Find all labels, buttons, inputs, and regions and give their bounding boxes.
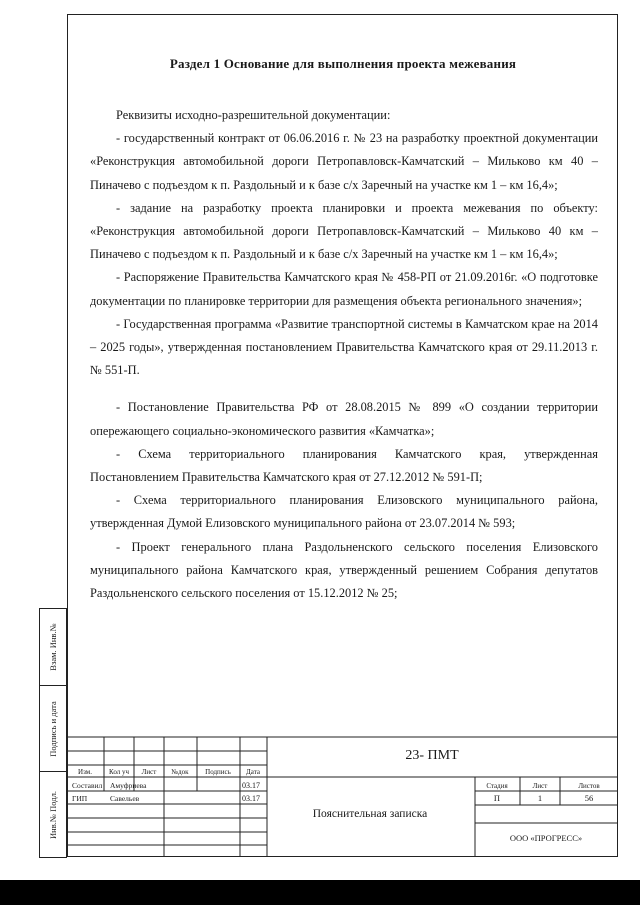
side-label-vzam-inv: Взам. Инв.№	[48, 623, 58, 671]
paragraph-resolution: - Постановление Правительства РФ от 28.08.2015 № 899 «О создании территории опережающего социально-экономического развития «Камчатка»;	[90, 400, 598, 438]
paragraph-program: - Государственная программа «Развитие транспортной системы в Камчатском крае на 2014 – 2025 годы», утвержденная постановлением Правительства Камчатского края от 29.11.2013 г. № 551-П.	[90, 316, 598, 378]
doc-title: Пояснительная записка	[312, 808, 428, 820]
header-podpis: Подпись	[205, 768, 231, 776]
sheet-value: 1	[537, 793, 543, 803]
paragraph-contract: - государственный контракт от 06.06.2016 г. № 23 на разработку проектной документации «Реконструкция автомобильной дороги Петропавловск-Камчатский – Мильково км 40 – Пиначево с подъездом к п. Раздольный и к базе с/х Заречный на участке км 1 – км 16,4»;	[90, 131, 598, 192]
scan-bottom-bar	[0, 880, 640, 905]
row-date-gip: 03.17	[242, 794, 260, 803]
header-izm: Изм.	[78, 768, 92, 776]
row-role-compiled: Составил	[72, 781, 103, 790]
stage-value: П	[493, 793, 501, 803]
paragraph-requisites: Реквизиты исходно-разрешительной документации:	[116, 108, 391, 122]
paragraph-regional-scheme: - Схема территориального планирования Камчатского края, утвержденная Постановлением Правительства Камчатского края от 27.12.2012 № 591-П;	[90, 446, 598, 485]
header-data: Дата	[246, 768, 260, 776]
row-role-gip: ГИП	[72, 794, 88, 803]
header-list: Лист	[141, 768, 157, 776]
paragraph-district-scheme: - Схема территориального планирования Елизовского муниципального района, утвержденная Думой Елизовского муниципального района от 23.07.2014 № 593;	[90, 493, 598, 531]
sheets-label: Листов	[578, 782, 600, 790]
row-name-compiled: Амуфриева	[110, 781, 147, 790]
side-label-podpis-data: Подпись и дата	[48, 701, 58, 757]
side-label-inv-podl: Инв.№ Подл.	[48, 791, 58, 839]
section-title: Раздел 1 Основание для выполнения проекта межевания	[169, 56, 517, 71]
header-n-dok: №док	[171, 768, 189, 776]
paragraph-general-plan: - Проект генерального плана Раздольненского сельского поселения Елизовского муниципального района Камчатского края, утвержденный решением Собрания депутатов Раздольненского сельского поселения от 15.12.2012 № 25;	[90, 539, 598, 601]
stage-label: Стадия	[486, 782, 508, 790]
document-code: 23- ПМТ	[405, 748, 459, 763]
header-kol-uch: Кол уч	[109, 768, 129, 776]
sheet-label: Лист	[532, 782, 548, 790]
organization-name: ООО «ПРОГРЕСС»	[509, 833, 583, 843]
row-date-compiled: 03.17	[242, 781, 260, 790]
sheets-value: 56	[584, 793, 594, 803]
paragraph-order: - Распоряжение Правительства Камчатского края № 458-РП от 21.09.2016г. «О подготовке документации по планировке территории для размещения объекта регионального значения»;	[90, 270, 598, 308]
row-name-gip: Савельев	[110, 794, 140, 803]
paragraph-task: - задание на разработку проекта планировки и проекта межевания по объекту: «Реконструкция автомобильной дороги Петропавловск-Камчатский – Мильково 40 км – Пиначево с подъездом к п. Раздольный и к базе с/х Заречный на участке км 1 – км 16,4»;	[90, 200, 598, 262]
